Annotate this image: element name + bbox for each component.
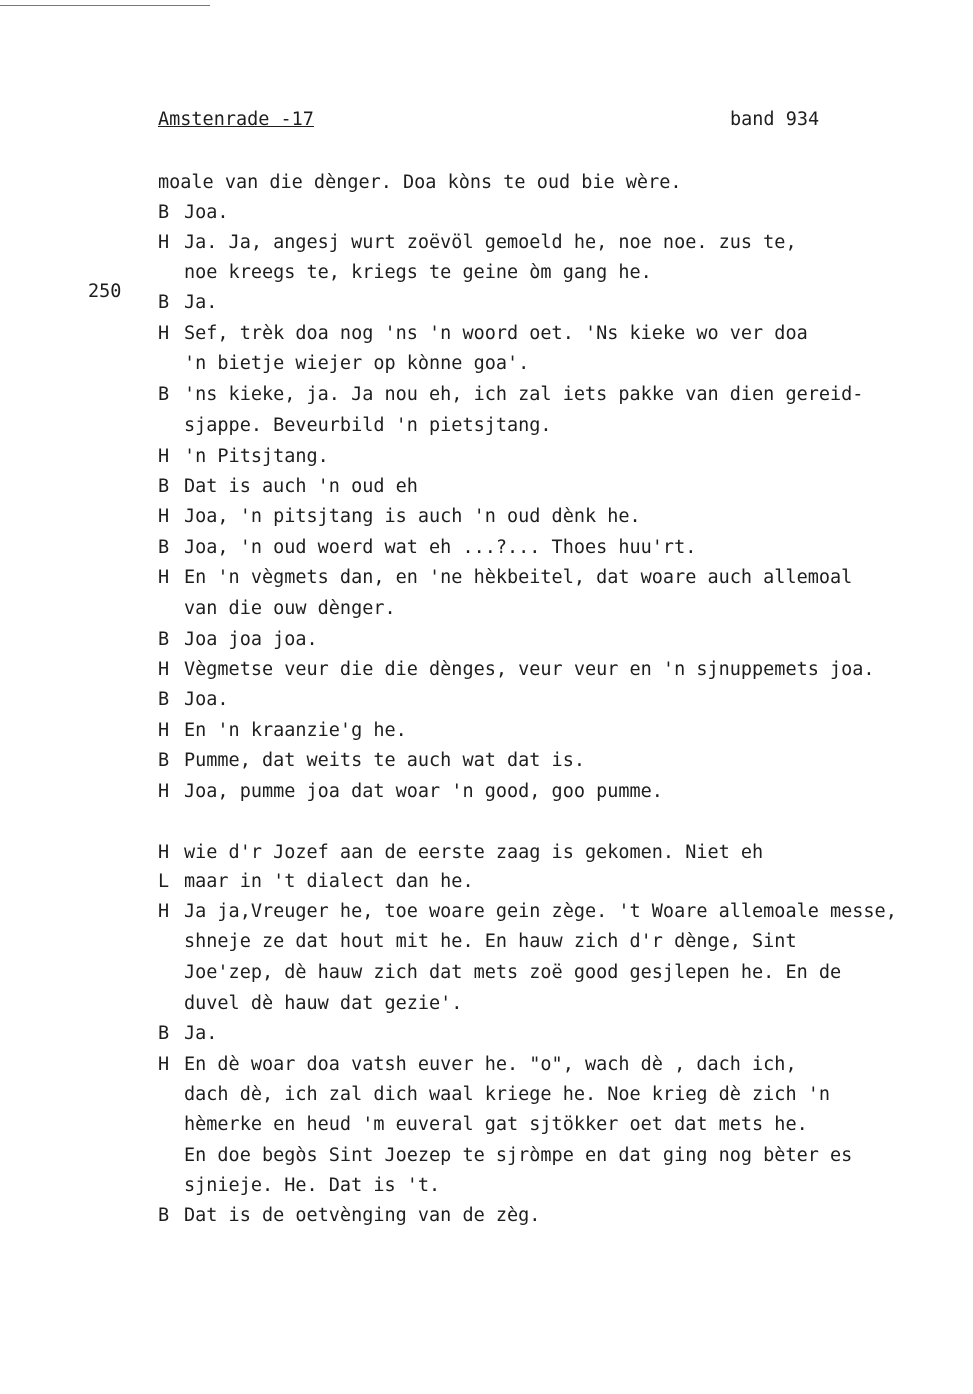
speaker-label: B	[158, 476, 170, 497]
line-text: Vègmetse veur die die dènges, veur veur en 'n sjnuppemets joa.	[184, 659, 875, 680]
line-text: sjappe. Beveurbild 'n pietsjtang.	[184, 415, 552, 436]
speaker-label: H	[158, 720, 170, 741]
speaker-label: B	[158, 629, 170, 650]
line-text: En dè woar doa vatsh euver he. "o", wach dè , dach ich,	[184, 1054, 797, 1075]
speaker-label: B	[158, 689, 170, 710]
line-text: wie d'r Jozef aan de eerste zaag is gekomen. Niet eh	[184, 842, 764, 863]
line-text: shneje ze dat hout mit he. En hauw zich d'r dènge, Sint	[184, 931, 797, 952]
line-text: Joe'zep, dè hauw zich dat mets zoë good gesjlepen he. En de	[184, 962, 842, 983]
speaker-label: B	[158, 1205, 170, 1226]
speaker-label: B	[158, 202, 170, 223]
speaker-label: L	[158, 871, 170, 892]
line-text: Pumme, dat weits te auch wat dat is.	[184, 750, 585, 771]
line-text: 'n bietje wiejer op kònne goa'.	[184, 353, 530, 374]
header-place: Amstenrade -17	[158, 109, 314, 130]
line-text: dach dè, ich zal dich waal kriege he. Noe krieg dè zich 'n	[184, 1084, 831, 1105]
speaker-label: H	[158, 323, 170, 344]
line-text: van die ouw dènger.	[184, 598, 396, 619]
top-rule	[0, 5, 210, 6]
line-text: Joa.	[184, 202, 229, 223]
speaker-label: H	[158, 567, 170, 588]
line-text: noe kreegs te, kriegs te geine òm gang he.	[184, 262, 652, 283]
line-text: Joa joa joa.	[184, 629, 318, 650]
speaker-label: H	[158, 901, 170, 922]
speaker-label: H	[158, 232, 170, 253]
line-text: sjnieje. He. Dat is 't.	[184, 1175, 441, 1196]
line-text: 'ns kieke, ja. Ja nou eh, ich zal iets pakke van dien gereid-	[184, 384, 864, 405]
speaker-label: B	[158, 292, 170, 313]
line-text: Dat is auch 'n oud eh	[184, 476, 418, 497]
line-text: 'n Pitsjtang.	[184, 446, 329, 467]
page-header	[0, 109, 973, 139]
line-text: Ja.	[184, 292, 218, 313]
line-text: Joa, 'n pitsjtang is auch 'n oud dènk he.	[184, 506, 641, 527]
header-band: band 934	[730, 109, 820, 130]
line-text: Joa, 'n oud woerd wat eh ...?... Thoes huu'rt.	[184, 537, 697, 558]
speaker-label: B	[158, 384, 170, 405]
line-text: Sef, trèk doa nog 'ns 'n woord oet. 'Ns kieke wo ver doa	[184, 323, 808, 344]
line-text: Ja. Ja, angesj wurt zoëvöl gemoeld he, noe noe. zus te,	[184, 232, 797, 253]
margin-number: 250	[88, 280, 122, 302]
line-text: maar in 't dialect dan he.	[184, 871, 474, 892]
line-text: moale van die dènger. Doa kòns te oud bie wère.	[158, 172, 682, 193]
line-text: Dat is de oetvènging van de zèg.	[184, 1205, 541, 1226]
speaker-label: H	[158, 446, 170, 467]
speaker-label: B	[158, 750, 170, 771]
speaker-label: H	[158, 781, 170, 802]
line-text: En 'n kraanzie'g he.	[184, 720, 407, 741]
speaker-label: B	[158, 1023, 170, 1044]
line-text: Joa.	[184, 689, 229, 710]
line-text: Ja ja,Vreuger he, toe woare gein zège. 't Woare allemoale messe,	[184, 901, 897, 922]
margin-number-line	[0, 264, 122, 302]
line-text: Ja.	[184, 1023, 218, 1044]
speaker-label: H	[158, 842, 170, 863]
line-text: Joa, pumme joa dat woar 'n good, goo pumme.	[184, 781, 663, 802]
speaker-label: H	[158, 659, 170, 680]
speaker-label: H	[158, 1054, 170, 1075]
line-text: En 'n vègmets dan, en 'ne hèkbeitel, dat woare auch allemoal	[184, 567, 853, 588]
speaker-label: B	[158, 537, 170, 558]
line-text: hèmerke en heud 'm euveral gat sjtökker oet dat mets he.	[184, 1114, 808, 1135]
speaker-label: H	[158, 506, 170, 527]
line-text: duvel dè hauw dat gezie'.	[184, 993, 463, 1014]
line-text: En doe begòs Sint Joezep te sjròmpe en dat ging nog bèter es	[184, 1145, 853, 1166]
